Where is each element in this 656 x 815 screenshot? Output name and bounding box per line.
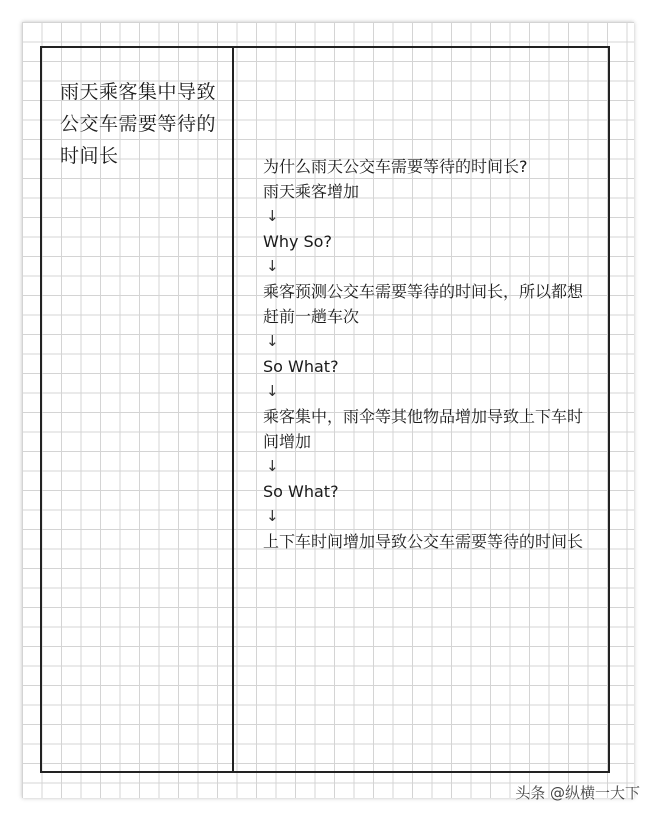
step-3-text: 乘客集中，雨伞等其他物品增加导致上下车时间增加 (263, 407, 584, 451)
why-so-label: Why So? (263, 232, 332, 251)
conclusion-cell: 雨天乘客集中导致公交车需要等待的时间长 (60, 81, 217, 167)
watermark: 头条 @纵横一大下 (515, 784, 640, 802)
question-text: 为什么雨天公交车需要等待的时间长? (263, 157, 528, 176)
down-arrow-icon: ↓ (266, 457, 279, 475)
step-4-text: 上下车时间增加导致公交车需要等待的时间长 (263, 532, 584, 551)
step-1-text: 雨天乘客增加 (263, 182, 360, 201)
column-divider (232, 46, 234, 773)
down-arrow-icon: ↓ (266, 507, 279, 525)
reasoning-cell (263, 154, 593, 554)
so-what-label-1: So What? (263, 357, 339, 376)
down-arrow-icon: ↓ (266, 257, 279, 275)
down-arrow-icon: ↓ (266, 207, 279, 225)
step-2-text: 乘客预测公交车需要等待的时间长，所以都想赶前一趟车次 (263, 282, 584, 326)
so-what-label-2: So What? (263, 482, 339, 501)
down-arrow-icon: ↓ (266, 382, 279, 400)
down-arrow-icon: ↓ (266, 332, 279, 350)
